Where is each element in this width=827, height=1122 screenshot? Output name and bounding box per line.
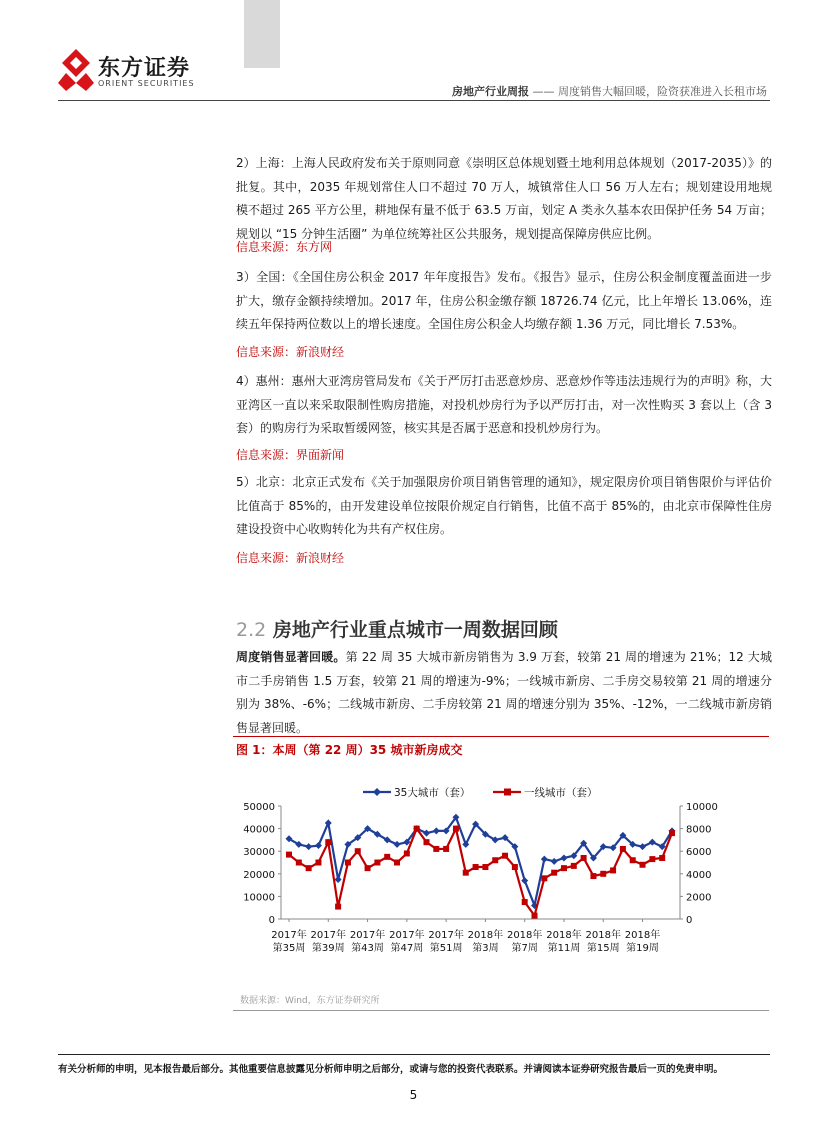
series-2-point [453, 826, 459, 832]
series-2-point [286, 852, 292, 858]
series-1-point [560, 854, 567, 861]
series-1-point [649, 839, 656, 846]
series-1-point [335, 876, 342, 883]
section-title: 房地产行业重点城市一周数据回顾 [272, 619, 558, 641]
x-axis-tick-label-year: 2018年 [624, 930, 661, 941]
series-2-point [365, 865, 371, 871]
series-2-point [610, 867, 616, 873]
legend-label-1: 35大城市（套） [394, 787, 471, 799]
x-axis-tick-label-week: 第7周 [511, 943, 538, 954]
right-axis-tick-label: 2000 [686, 892, 712, 904]
x-axis-tick-label-week: 第19周 [626, 943, 659, 954]
x-axis-tick-label-week: 第15周 [586, 943, 620, 954]
x-axis-tick-label-year: 2017年 [271, 930, 307, 941]
series-1-point [433, 827, 440, 834]
series-2-point [590, 873, 596, 879]
figure-top-rule [233, 736, 769, 737]
series-2-point [315, 860, 321, 866]
series-2-point [630, 857, 636, 863]
series-1-point [639, 843, 646, 850]
x-axis-tick-label-year: 2018年 [467, 930, 504, 941]
series-1-point [462, 841, 469, 848]
series-2-point [433, 846, 439, 852]
series-1-point [521, 877, 528, 884]
report-type: 房地产行业周报 [452, 85, 529, 98]
section-lead-paragraph [236, 646, 772, 740]
news-source-national: 信息来源：新浪财经 [236, 345, 345, 359]
series-2-point [404, 850, 410, 856]
x-axis-tick-label-week: 第35周 [272, 943, 306, 954]
left-axis-tick-label: 50000 [243, 802, 275, 813]
series-2-point [640, 862, 646, 868]
section-heading [236, 615, 558, 642]
series-2-point [571, 863, 577, 869]
news-source-beijing: 信息来源：新浪财经 [236, 551, 345, 565]
series-2-point [541, 875, 547, 881]
series-1-point [305, 843, 312, 850]
legend-label-2: 一线城市（套） [524, 787, 598, 799]
series-1-point [551, 858, 558, 865]
news-source-shanghai: 信息来源：东方网 [236, 240, 333, 254]
left-axis-tick-label: 10000 [243, 892, 275, 904]
news-item-national: 3）全国：《全国住房公积金 2017 年年度报告》发布。《报告》显示，住房公积金制度覆盖面进一步扩大，缴存金额持续增加。2017 年，住房公积金缴存额 18726.74 亿元，比上年增长 13.06%，连续五年保持两位数以上的增长速度。全国住房公积金人均缴存额 1.36 万元，同比增长 7.53%。 [236, 270, 772, 331]
series-2-point [443, 846, 449, 852]
footer-divider [58, 1054, 770, 1055]
report-subtitle: —— 周度销售大幅回暖，险资获准进入长租市场 [532, 85, 767, 98]
right-axis-tick-label: 4000 [686, 869, 712, 881]
legend-marker-1 [373, 788, 381, 796]
series-2-point [355, 848, 361, 854]
legend-marker-2 [504, 789, 511, 796]
x-axis-tick-label-year: 2017年 [428, 930, 464, 941]
right-axis-tick-label: 6000 [686, 847, 712, 859]
header-title [452, 83, 767, 99]
x-axis-tick-label-week: 第39周 [311, 943, 345, 954]
figure-title: 图 1：本周（第 22 周）35 城市新房成交 [236, 743, 463, 757]
series-2-point [394, 860, 400, 866]
series-2-point [512, 864, 518, 870]
right-axis-tick-label: 0 [686, 915, 693, 926]
x-axis-tick-label-week: 第51周 [429, 943, 463, 954]
series-1-point [325, 819, 332, 826]
series-2-point [296, 860, 302, 866]
series-2-point [384, 854, 390, 860]
series-2-point [374, 860, 380, 866]
x-axis-tick-label-year: 2017年 [310, 930, 347, 941]
series-2-point [522, 899, 528, 905]
series-2-point [482, 864, 488, 870]
left-axis-tick-label: 0 [268, 915, 275, 926]
news-item-shanghai: 2）上海：上海人民政府发布关于原则同意《崇明区总体规划暨土地利用总体规划（2017-2035）》的批复。其中，2035 年规划常住人口不超过 70 万人，城镇常住人口 56 万人左右；规划建设用地规模不超过 265 平方公里，耕地保有量不低于 63.5 万亩，划定 A 类永久基本农田保护任务 54 万亩；规划以 “15 分钟生活圈” 为单位统筹社区公共服务，规划提高保障房供应比例。 [236, 156, 772, 241]
x-axis-tick-label-week: 第47周 [390, 943, 424, 954]
series-1-point [541, 856, 548, 863]
series-2-point [659, 855, 665, 861]
series-2-point [551, 870, 557, 876]
section-lead-bold: 周度销售显著回暖。 [236, 650, 346, 664]
news-item-beijing: 5）北京：北京正式发布《关于加强限房价项目销售管理的通知》，规定限房价项目销售限价与评估价比值高于 85%的，由开发建设单位按限价规定自行销售，比值不高于 85%的，由北京市保障性住房建设投资中心收购转化为共有产权住房。 [236, 475, 772, 536]
left-axis-tick-label: 30000 [243, 847, 275, 859]
header-divider [58, 100, 770, 101]
new-home-sales-chart [233, 776, 769, 986]
series-2-point [492, 857, 498, 863]
section-lead-text: 第 22 周 35 大城市新房销售为 3.9 万套，较第 21 周的增速为 21%；12 大城市二手房销售 1.5 万套，较第 21 周的增速为-9%；一线城市新房、二手房交易较第 21 周的增速分别为 38%、-6%；二线城市新房、二手房较第 21 周的增速分别为 35%、-12%，一二线城市新房销售显著回暖。 [236, 650, 772, 735]
series-2-point [581, 855, 587, 861]
logo-mark-icon [58, 47, 94, 91]
series-2-point [463, 870, 469, 876]
company-logo [58, 45, 228, 95]
right-axis-tick-label: 8000 [686, 824, 712, 836]
section-number: 2.2 [236, 619, 267, 641]
page-number: 5 [409, 1088, 418, 1102]
series-1-point [394, 841, 401, 848]
x-axis-tick-label-year: 2018年 [546, 930, 582, 941]
x-axis-tick-label-year: 2017年 [389, 930, 425, 941]
series-2-point [669, 830, 675, 836]
right-axis-tick-label: 10000 [686, 802, 718, 813]
series-2-point [473, 864, 479, 870]
header-gray-block [244, 0, 280, 68]
x-axis-tick-label-year: 2018年 [506, 930, 543, 941]
series-2-point [325, 839, 331, 845]
series-2-point [561, 865, 567, 871]
x-axis-tick-label-week: 第3周 [472, 943, 499, 954]
series-2-point [649, 856, 655, 862]
series-2-point [335, 904, 341, 910]
left-axis-tick-label: 40000 [243, 824, 275, 836]
logo-english-name: ORIENT SECURITIES [98, 79, 195, 88]
figure-data-source: 数据来源：Wind，东方证券研究所 [240, 996, 380, 1006]
series-2-point [532, 913, 538, 919]
series-2-point [306, 865, 312, 871]
series-2-point [423, 839, 429, 845]
series-2-point [414, 826, 420, 832]
series-2-point [620, 846, 626, 852]
series-2-point [600, 871, 606, 877]
x-axis-tick-label-week: 第43周 [351, 943, 384, 954]
series-1-point [315, 842, 322, 849]
series-2-point [345, 860, 351, 866]
series-1-point [423, 830, 430, 837]
figure-bottom-rule [233, 1010, 769, 1011]
news-source-huizhou: 信息来源：界面新闻 [236, 448, 345, 462]
left-axis-tick-label: 20000 [243, 869, 275, 881]
series-2-point [502, 853, 508, 859]
x-axis-tick-label-year: 2017年 [349, 930, 386, 941]
x-axis-tick-label-week: 第11周 [547, 943, 581, 954]
logo-chinese-name: 东方证券 [98, 56, 191, 81]
news-item-huizhou: 4）惠州：惠州大亚湾房管局发布《关于严厉打击恶意炒房、恶意炒作等违法违规行为的声明》称，大亚湾区一直以来采取限制性购房措施，对投机炒房行为予以严厉打击，对一次性购买 3 套以上（含 3 套）的购房行为采取暂缓网签，核实其是否属于恶意和投机炒房行为。 [236, 374, 772, 435]
x-axis-tick-label-year: 2018年 [585, 930, 621, 941]
footer-disclaimer: 有关分析师的申明，见本报告最后部分。其他重要信息披露见分析师申明之后部分，或请与您的投资代表联系。并请阅读本证券研究报告最后一页的免责申明。 [58, 1064, 724, 1075]
